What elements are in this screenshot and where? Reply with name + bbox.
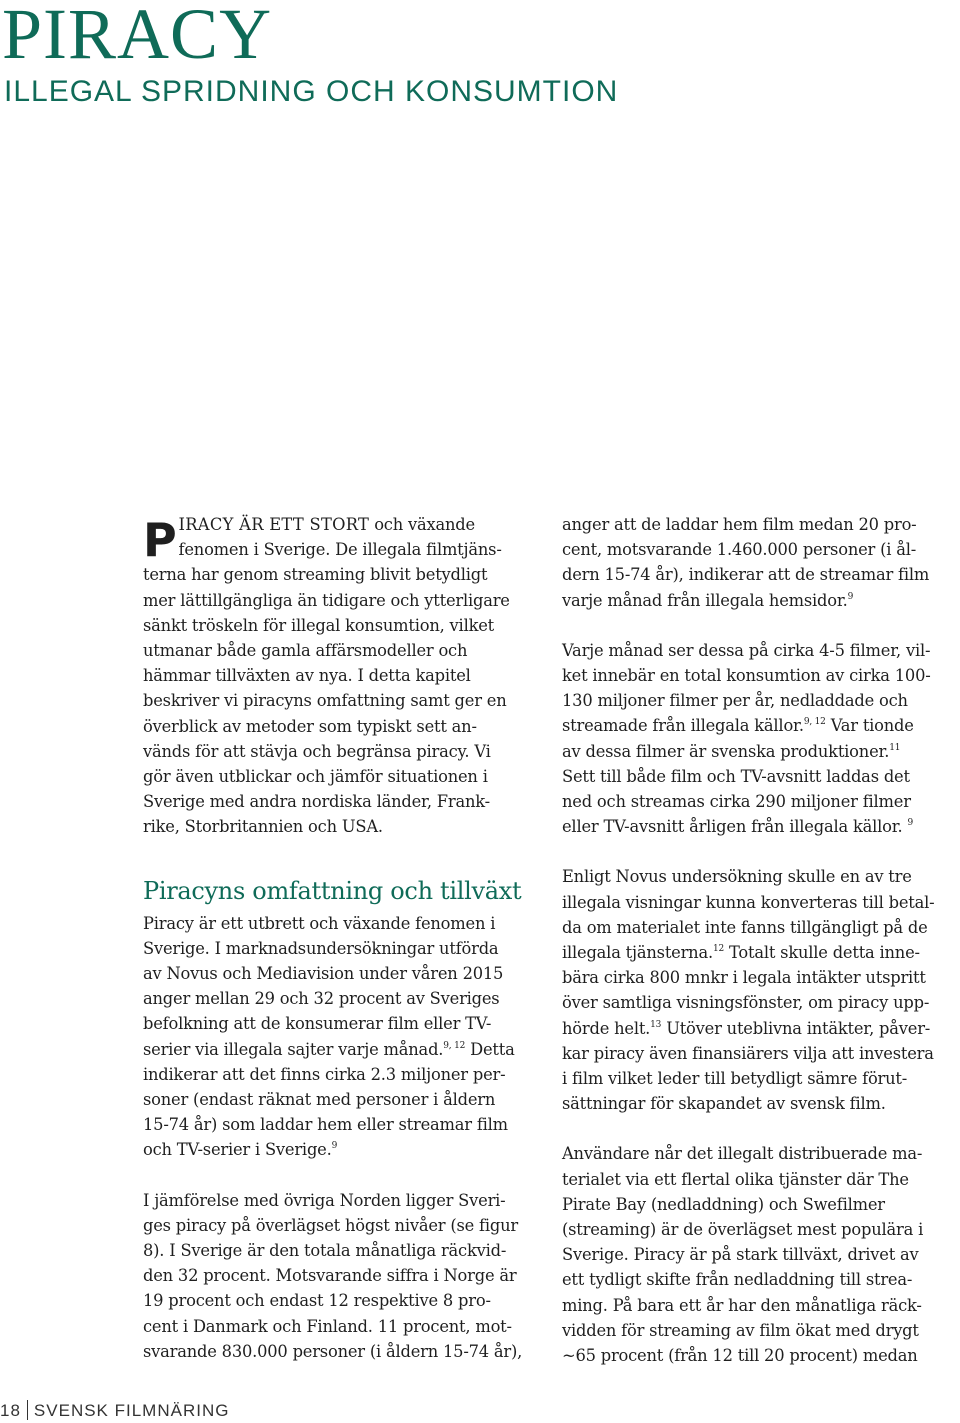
footnote-ref: 9	[847, 591, 854, 602]
footnote-ref: 9, 12	[803, 717, 826, 728]
body-text: Enligt Novus undersökning skulle en av tre illegala visningar kunna konverteras till betal- da om materialet inte fanns tillgängligt på de illegala tjänsterna.	[562, 867, 935, 963]
footnote-ref: 9	[331, 1141, 338, 1152]
page-title: PIRACY	[2, 0, 273, 74]
drop-cap: P	[143, 513, 177, 567]
publication-name: SVENSK FILMNÄRING	[33, 1401, 230, 1420]
body-text: Utöver uteblivna intäkter, påver- kar piracy även finansiärers vilja att investera i film vilket leder till betydligt sämre förut- sättningar för skapandet av svensk film.	[562, 1018, 934, 1114]
footnote-ref: 9, 12	[443, 1040, 466, 1051]
footer-divider	[27, 1400, 28, 1420]
body-text: Var tionde av dessa filmer är svenska produktioner.	[562, 716, 914, 761]
body-paragraph-3	[562, 512, 960, 613]
footnote-ref: 11	[889, 742, 901, 753]
body-text: Detta indikerar att det finns cirka 2.3 miljoner per- soner (endast räknat med personer i åldern 15-74 år) som laddar hem eller streamar film och TV-serier i Sverige.	[143, 1039, 515, 1160]
body-text: anger att de laddar hem film medan 20 pro- cent, motsvarande 1.460.000 personer (i ål- dern 15-74 år), indikerar att de streamar film varje månad från illegala hemsidor.	[562, 515, 930, 610]
page-number: 18	[0, 1401, 21, 1420]
body-text: Totalt skulle detta inne- bära cirka 800 mnkr i legala intäkter utspritt över samtliga visningsfönster, om piracy upp- hörde helt.	[562, 943, 930, 1038]
intro-text: och växande fenomen i Sverige. De illegala filmtjäns- terna har genom streaming blivit betydligt mer lättillgängliga än tidigare och ytterligare sänkt tröskeln för illegal konsumtion, vilket utmanar både gamla affärsmodeller och hämmar tillväxten av nya. I detta kapitel beskriver vi piracyns omfattning samt ger en överblick av metoder som typiskt sett an- vänds för att stävja och begränsa piracy. Vi gör även utblickar och jämför situationen i Sverige med andra nordiska länder, Frank- rike, Storbritannien och USA.	[143, 515, 510, 837]
body-paragraph-6: Användare når det illegalt distribuerade ma- terialet via ett flertal olika tjänster där The Pirate Bay (nedladdning) och Swefilmer (streaming) är de överlägset mest populära i Sverige. Piracy är på stark tillväxt, drivet av ett tydligt skifte från nedladdning till strea- ming. På bara ett år har den månatliga räck- vidden för streaming av film ökat med drygt ~65 procent (från 12 till 20 procent) medan	[562, 1144, 924, 1366]
page-subtitle: ILLEGAL SPRIDNING OCH KONSUMTION	[4, 75, 619, 108]
footnote-ref: 12	[712, 944, 725, 955]
page-footer	[0, 1399, 229, 1423]
body-paragraph-5	[562, 864, 960, 1116]
left-column	[143, 512, 538, 1364]
body-text: Piracy är ett utbrett och växande fenomen i Sverige. I marknadsundersökningar utförda av Novus och Mediavision under våren 2015 anger mellan 29 och 32 procent av Sveriges befolkning att de konsumerar film eller TV- serier via illegala sajter varje månad.	[143, 913, 504, 1059]
body-paragraph-1	[143, 911, 538, 1163]
section-heading: Piracyns omfattning och tillväxt	[143, 876, 522, 905]
lead-in-text: IRACY ÄR ETT STORT	[178, 515, 370, 534]
footnote-ref: 13	[650, 1019, 662, 1030]
footnote-ref: 9	[907, 818, 914, 829]
body-text: Varje månad ser dessa på cirka 4-5 filmer, vil- ket innebär en total konsumtion av cirka 100- 130 miljoner filmer per år, nedladdade och streamade från illegala källor.	[562, 640, 931, 736]
body-text: Sett till både film och TV-avsnitt laddas det ned och streamas cirka 290 miljoner filmer eller TV-avsnitt årligen från illegala källor.	[562, 766, 911, 837]
body-paragraph-2: I jämförelse med övriga Norden ligger Sveri- ges piracy på överlägset högst nivåer (se figur 8). I Sverige är den totala månatliga räckvid- den 32 procent. Motsvarande siffra i Norge är 19 procent och endast 12 respektive 8 pro- cent i Danmark och Finland. 11 procent, mot- svarande 830.000 personer (i åldern 15-74 år),	[143, 1190, 523, 1361]
right-column	[562, 512, 960, 1368]
intro-paragraph	[143, 512, 538, 840]
body-paragraph-4	[562, 638, 960, 840]
